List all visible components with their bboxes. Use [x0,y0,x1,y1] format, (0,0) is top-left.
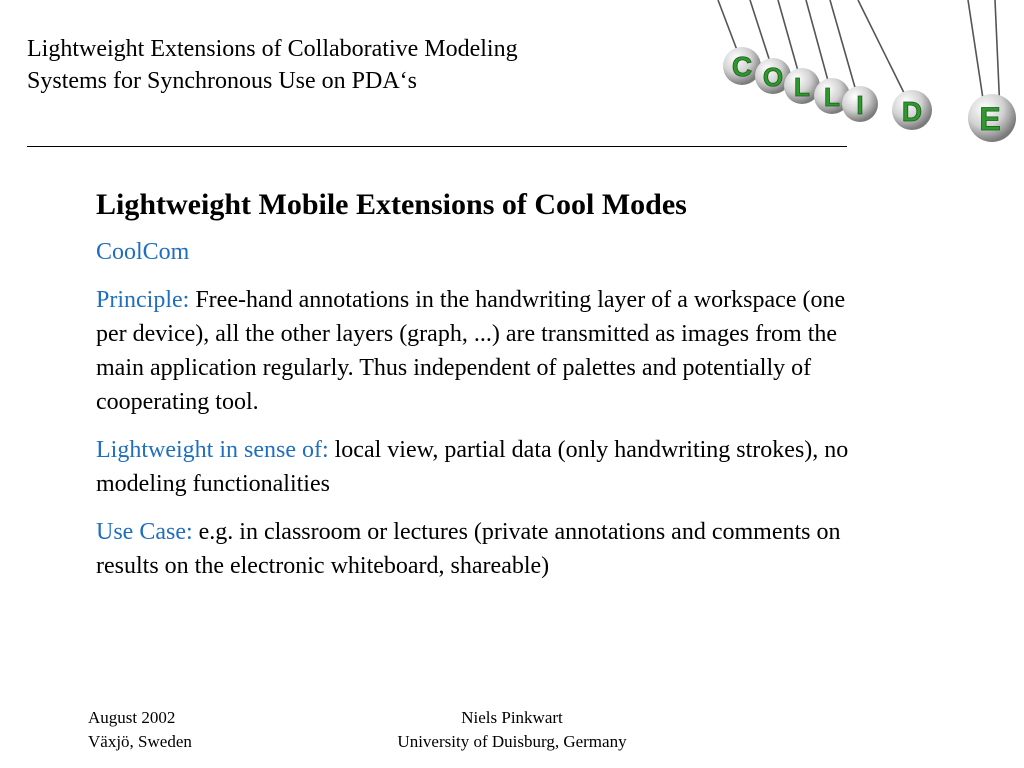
lightweight-label: Lightweight in sense of: [96,437,329,463]
presentation-title-line-1: Lightweight Extensions of Collaborative Modeling [27,36,518,62]
presentation-title [27,33,667,97]
slide-subtitle: CoolCom [96,239,190,265]
footer-author-name: Niels Pinkwart [461,708,563,727]
lightweight-paragraph [96,433,856,501]
use-case-label: Use Case: [96,519,193,545]
footer-date-place [88,706,192,754]
logo-letter-e: E [979,101,1001,137]
use-case-text: e.g. in classroom or lectures (private annotations and comments on results on the electronic whiteboard, shareable) [96,519,841,579]
lightweight-text: local view, partial data (only handwriting strokes), no modeling functionalities [96,437,849,497]
footer-author [362,706,662,754]
logo-letter-l1: L [794,72,810,102]
logo-letter-d: D [901,96,923,127]
footer-place: Växjö, Sweden [88,732,192,751]
logo-ball-i [842,86,878,122]
logo-letter-c: C [731,51,753,82]
logo-ball-d [892,90,932,130]
logo-letter-i: I [856,90,864,120]
slide-title: Lightweight Mobile Extensions of Cool Modes [96,188,687,221]
slide-content [96,185,856,597]
logo-letter-o: O [762,62,784,92]
principle-label: Principle: [96,287,190,313]
footer-affiliation: University of Duisburg, Germany [397,732,627,751]
principle-paragraph [96,283,856,419]
principle-text: Free-hand annotations in the handwriting layer of a workspace (one per device), all the other layers (graph, ...) are transmitted as images from the main application regularly. Thus independent of palettes and potentially of cooperating tool. [96,287,846,415]
logo-ball-e [968,94,1016,142]
logo-letter-l2: L [824,82,840,112]
presentation-title-line-2: Systems for Synchronous Use on PDA‘s [27,68,417,94]
header-divider [27,146,847,147]
use-case-paragraph [96,515,856,583]
footer-date: August 2002 [88,708,176,727]
logo-ball-c [723,47,761,85]
collide-logo [700,0,1024,150]
